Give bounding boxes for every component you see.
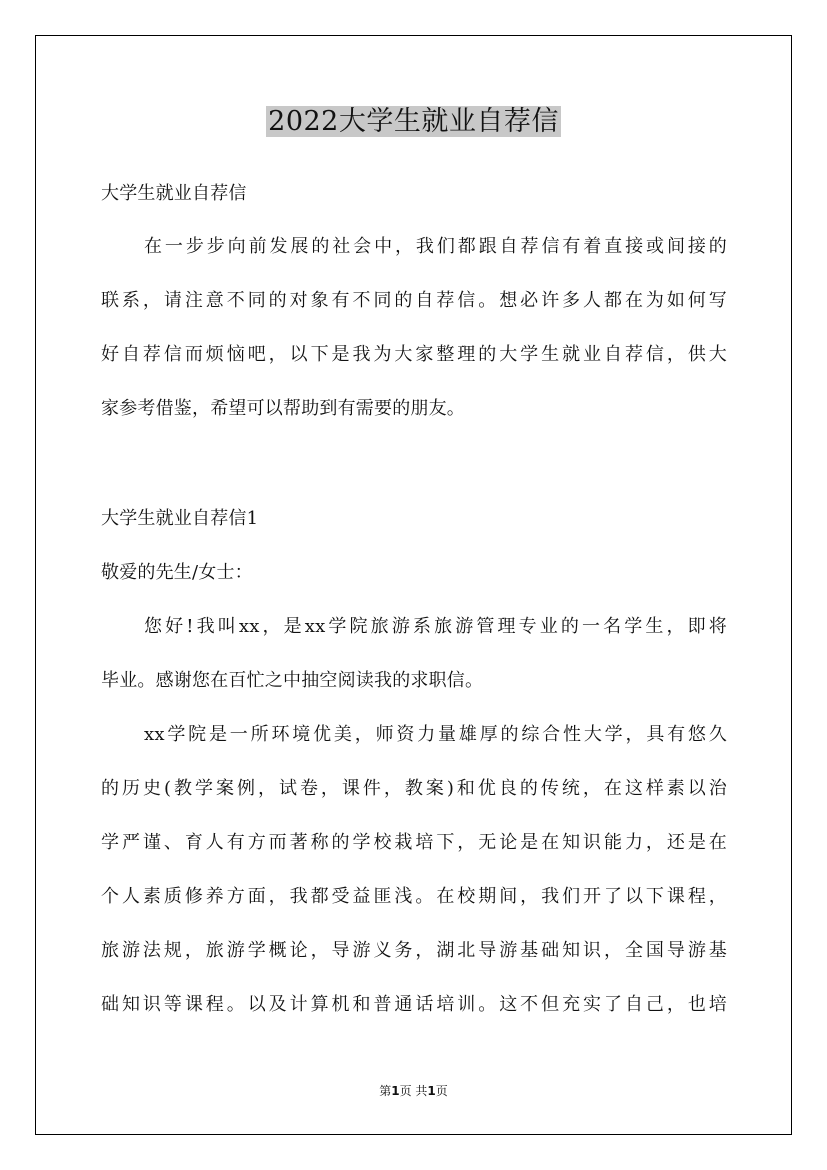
paragraph-line: 旅游法规，旅游学概论，导游义务，湖北导游基础知识，全国导游基 <box>101 940 727 961</box>
paragraph-line: 好自荐信而烦恼吧，以下是我为大家整理的大学生就业自荐信，供大 <box>101 344 727 365</box>
paragraph-line: 毕业。感谢您在百忙之中抽空阅读我的求职信。 <box>101 670 484 691</box>
footer-page-current: 1 <box>391 1084 400 1098</box>
paragraph-line: 的历史(教学案例，试卷，课件，教案)和优良的传统，在这样素以治 <box>101 778 727 799</box>
footer-page-suffix: 页 <box>435 1084 448 1098</box>
paragraph-line: 家参考借鉴，希望可以帮助到有需要的朋友。 <box>101 398 465 419</box>
paragraph-line: 在一步步向前发展的社会中，我们都跟自荐信有着直接或间接的 <box>144 236 727 257</box>
footer-page-total: 1 <box>427 1084 436 1098</box>
document-title <box>0 103 827 141</box>
salutation: 敬爱的先生/女士： <box>101 562 253 583</box>
footer-page-prefix: 第 <box>379 1084 392 1098</box>
section-heading: 大学生就业自荐信 <box>101 183 247 204</box>
paragraph-line: 个人素质修养方面，我都受益匪浅。在校期间，我们开了以下课程， <box>101 886 727 907</box>
footer-page-mid: 页 共 <box>399 1084 428 1098</box>
document-title-text: 2022大学生就业自荐信 <box>268 106 559 137</box>
paragraph-line: 础知识等课程。以及计算机和普通话培训。这不但充实了自己，也培 <box>101 994 727 1015</box>
paragraph-line: 您好!我叫xx，是xx学院旅游系旅游管理专业的一名学生，即将 <box>144 616 727 637</box>
paragraph-line: xx学院是一所环境优美，师资力量雄厚的综合性大学，具有悠久 <box>144 724 727 745</box>
page-footer <box>0 1083 827 1099</box>
paragraph-line: 联系，请注意不同的对象有不同的自荐信。想必许多人都在为如何写 <box>101 290 727 311</box>
letter-heading: 大学生就业自荐信1 <box>101 508 259 529</box>
paragraph-line: 学严谨、育人有方而著称的学校栽培下，无论是在知识能力，还是在 <box>101 832 727 853</box>
